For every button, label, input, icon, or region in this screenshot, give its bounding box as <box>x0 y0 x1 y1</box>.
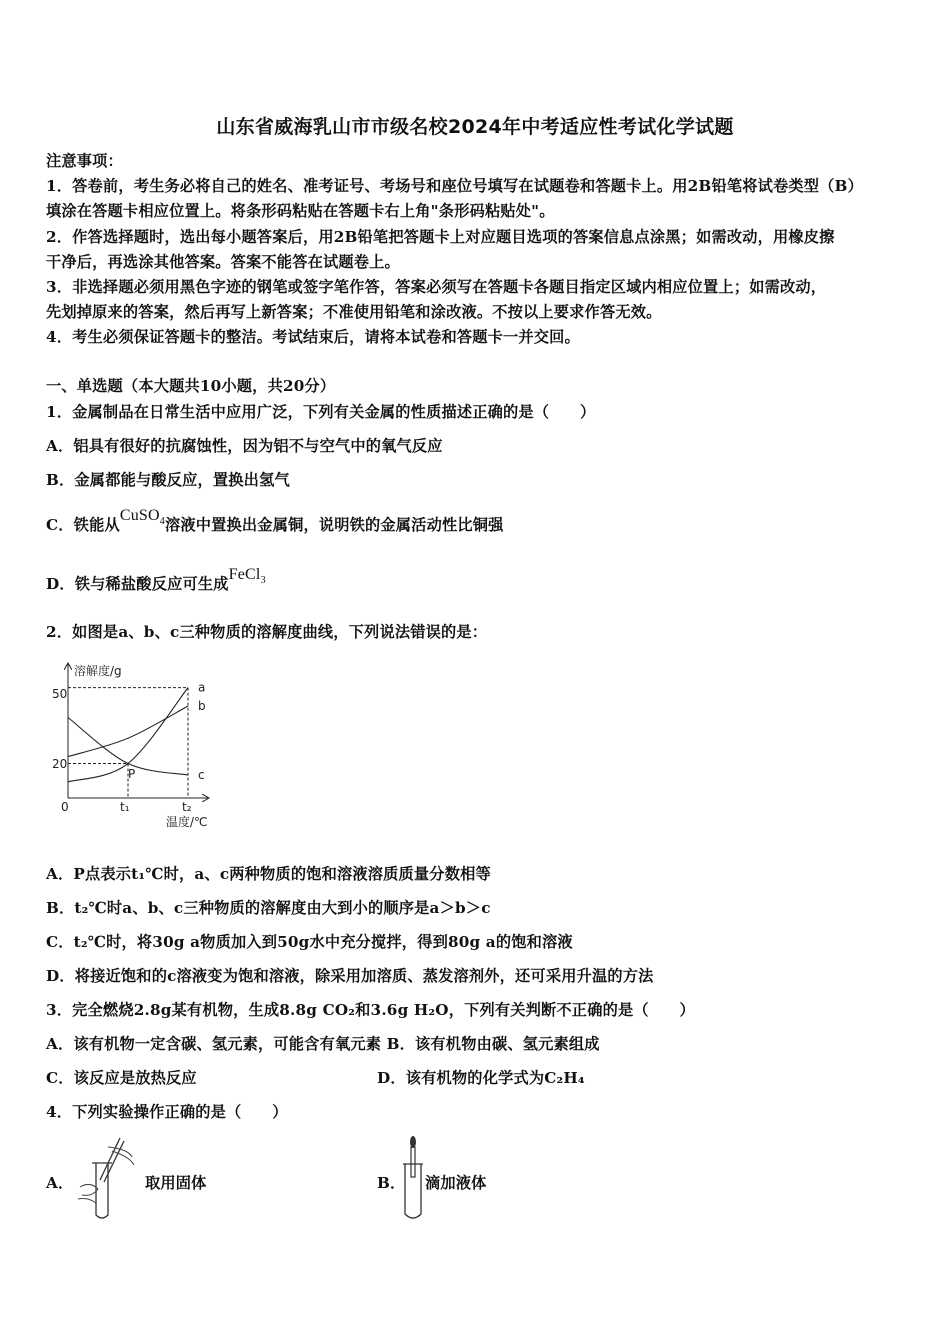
solubility-chart <box>42 658 222 836</box>
notice-line-4: 干净后，再选涂其他答案。答案不能答在试题卷上。 <box>46 253 400 271</box>
point-p-label: P <box>128 767 136 781</box>
q2-stem: 2．如图是a、b、c三种物质的溶解度曲线，下列说法错误的是： <box>46 623 488 641</box>
fecl3-text: FeCl <box>228 566 261 583</box>
q3-option-d: D．该有机物的化学式为C₂H₄ <box>377 1069 585 1087</box>
dropper-icon <box>402 1134 424 1220</box>
q1-option-a: A．铝具有很好的抗腐蚀性，因为铝不与空气中的氧气反应 <box>46 437 443 455</box>
q3-option-ab: A．该有机物一定含碳、氢元素，可能含有氧元素 B．该有机物由碳、氢元素组成 <box>46 1035 600 1053</box>
q1-option-d-prefix: D．铁与稀盐酸反应可生成 <box>46 575 229 593</box>
notice-line-1: 1．答卷前，考生务必将自己的姓名、准考证号、考场号和座位号填写在试题卷和答题卡上。用2B铅笔将试卷类型（B） <box>46 177 863 195</box>
notice-line-5: 3．非选择题必须用黑色字迹的钢笔或签字笔作答，答案必须写在答题卡各题目指定区域内相应位置上；如需改动， <box>46 278 827 296</box>
q1-option-c-suffix: 溶液中置换出金属铜，说明铁的金属活动性比铜强 <box>164 516 504 534</box>
series-label-a: a <box>198 680 206 695</box>
q4-option-a-label: A． <box>46 1174 74 1192</box>
q1-option-c <box>46 507 504 537</box>
fecl3-formula <box>228 566 266 587</box>
q2-option-d: D．将接近饱和的c溶液变为饱和溶液，除采用加溶质、蒸发溶剂外，还可采用升温的方法 <box>46 967 654 985</box>
q2-option-a: A．P点表示t₁℃时，a、c两种物质的饱和溶液溶质质量分数相等 <box>46 865 491 883</box>
q3-option-c: C．该反应是放热反应 <box>46 1069 197 1087</box>
x-axis-label: 温度/℃ <box>166 815 208 829</box>
notice-line-3: 2．作答选择题时，选出每小题答案后，用2B铅笔把答题卡上对应题目选项的答案信息点涂黑；如需改动，用橡皮擦 <box>46 228 835 246</box>
xtick-t1: t₁ <box>120 800 130 814</box>
q3-stem: 3．完全燃烧2.8g某有机物，生成8.8g CO₂和3.6g H₂O，下列有关判断不正确的是（ ） <box>46 1001 695 1019</box>
test-tube-tongs-icon <box>72 1135 142 1221</box>
q4-option-b-label: B． <box>377 1174 406 1192</box>
exam-title: 山东省威海乳山市市级名校2024年中考适应性考试化学试题 <box>216 116 734 138</box>
notice-line-6: 先划掉原来的答案，然后再写上新答案；不准使用铅笔和涂改液。不按以上要求作答无效。 <box>46 303 662 321</box>
q4-option-b-text: 滴加液体 <box>425 1174 487 1192</box>
cuso4-text: CuSO <box>119 507 160 524</box>
series-label-c: c <box>198 768 205 782</box>
q1-option-d <box>46 566 266 596</box>
fecl3-subscript: 3 <box>260 575 266 587</box>
q1-option-c-prefix: C．铁能从 <box>46 516 120 534</box>
q1-stem: 1．金属制品在日常生活中应用广泛，下列有关金属的性质描述正确的是（ ） <box>46 403 596 421</box>
q2-option-b: B．t₂℃时a、b、c三种物质的溶解度由大到小的顺序是a＞b＞c <box>46 899 491 917</box>
section-heading: 一、单选题（本大题共10小题，共20分） <box>46 377 336 395</box>
q4-stem: 4．下列实验操作正确的是（ ） <box>46 1103 288 1121</box>
notice-heading: 注意事项： <box>46 152 123 170</box>
q4-option-a-text: 取用固体 <box>145 1174 207 1192</box>
ytick-20: 20 <box>52 757 68 771</box>
q1-option-b: B．金属都能与酸反应，置换出氢气 <box>46 471 290 489</box>
notice-line-7: 4．考生必须保证答题卡的整洁。考试结束后，请将本试卷和答题卡一并交回。 <box>46 328 580 346</box>
ytick-50: 50 <box>52 687 68 701</box>
cuso4-formula <box>119 507 165 528</box>
cuso4-subscript: 4 <box>159 516 165 528</box>
y-axis-label: 溶解度/g <box>74 664 122 678</box>
xtick-0: 0 <box>61 800 69 814</box>
q2-option-c: C．t₂℃时，将30g a物质加入到50g水中充分搅拌，得到80g a的饱和溶液 <box>46 933 573 951</box>
series-label-b: b <box>198 699 206 713</box>
notice-line-2: 填涂在答题卡相应位置上。将条形码粘贴在答题卡右上角"条形码粘贴处"。 <box>46 202 555 220</box>
xtick-t2: t₂ <box>182 800 192 814</box>
